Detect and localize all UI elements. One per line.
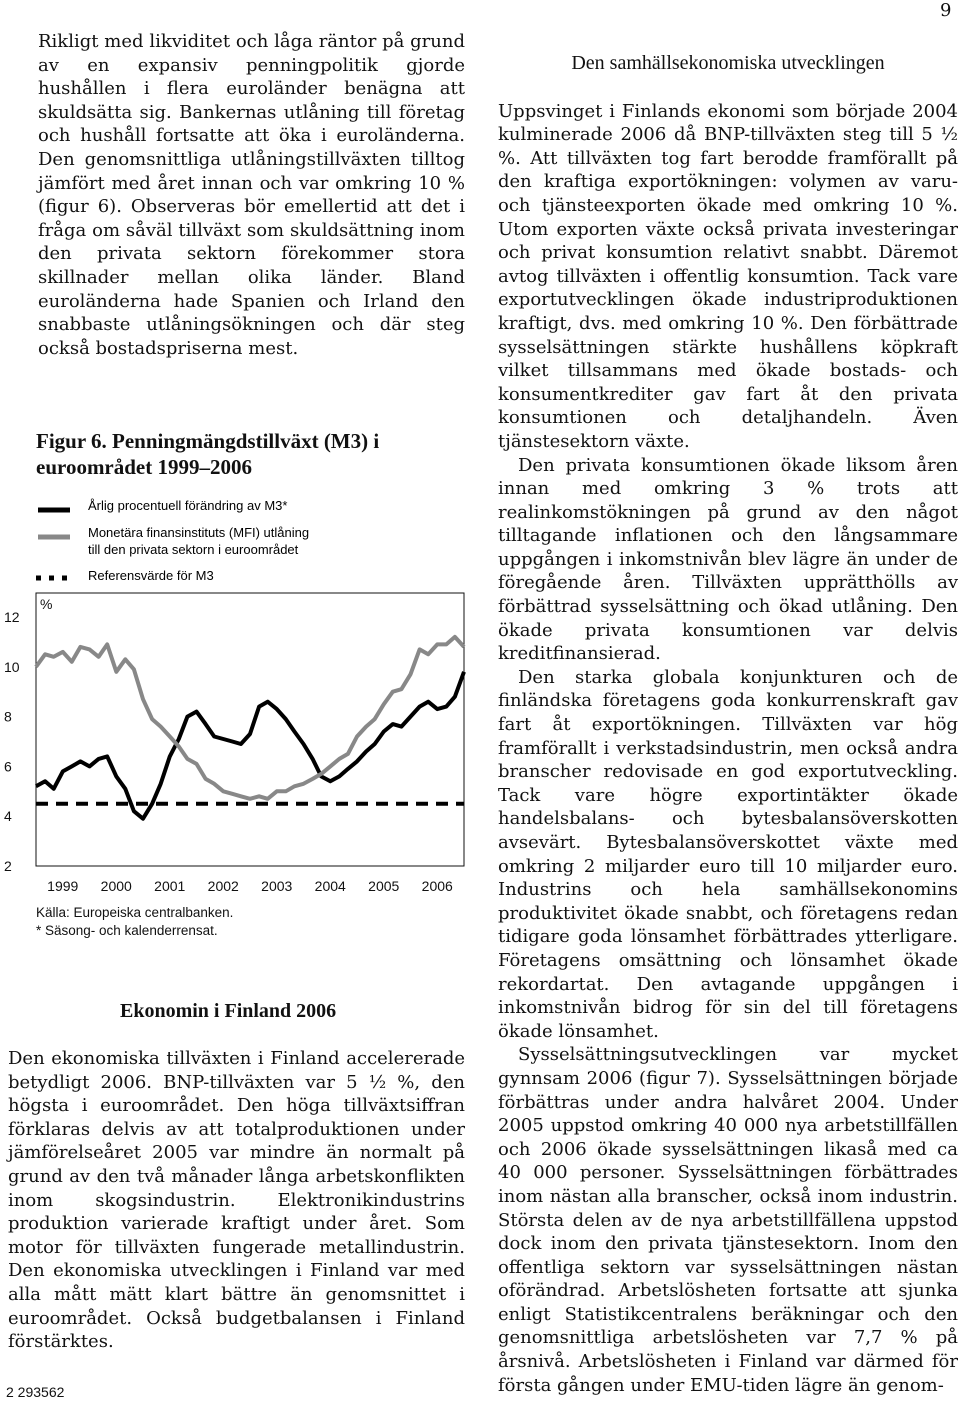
x-tick-label: 2001 bbox=[154, 878, 186, 894]
left-column-finland bbox=[8, 1047, 465, 1354]
x-tick-label: 2006 bbox=[421, 878, 453, 894]
right-heading: Den samhällsekonomiska utvecklingen bbox=[571, 52, 885, 74]
x-tick-label: 2003 bbox=[261, 878, 293, 894]
figure-title: Figur 6. Penningmängdstillväxt (M3) i euroområdet 1999–2006 bbox=[36, 429, 380, 479]
y-tick-label: 10 bbox=[4, 658, 20, 675]
y-tick-label: 12 bbox=[4, 609, 20, 625]
note-line: * Säsong- och kalenderrensat. bbox=[36, 923, 218, 938]
right-column bbox=[498, 52, 958, 1397]
x-axis bbox=[47, 878, 453, 894]
right-paragraph-4: Sysselsättningsutvecklingen var mycket gynnsam 2006 (figur 7). Sysselsättningen började förbättras under andra halvåret 2004. Under 2005 uppstod omkring 40 000 nya arbetstillfällen och 2006 ökade sysselsättningen likaså med ca 40 000 personer. Sysselsättningen förbättrades inom nästan alla branscher, också inom industrin. Största delen av de nya arbetstillfällena uppstod dock inom den privata tjänstesektorn. Inom den offentliga sektorn var sysselsättningen nästan oförändrad. Arbetslösheten fortsatte att sjunka enligt Statistikcentralens beräkningar och den genomsnittliga arbetslösheten var 7,7 % på årsnivå. Arbetslösheten i Finland var därmed för första gången under EMU-tiden lägre än genom- bbox=[498, 1044, 958, 1396]
series-mfi-line bbox=[36, 637, 464, 799]
series-m3-line bbox=[36, 672, 464, 819]
legend-label-mfi-2: till den privata sektorn i euroområdet bbox=[88, 542, 299, 557]
right-paragraph-2: Den privata konsumtionen ökade liksom åren innan med omkring 3 % trots att realinkomstökningen på grund av den något tilltagande inflationen och den långsammare uppgången i inkomstnivån blev lägre än under de föregående åren. Tillväxten upprätthölls av förbättrad sysselsättning och ökad utlåning. Den ökade privata konsumtionen var delvis kreditfinansierad. bbox=[498, 454, 958, 665]
figure-source bbox=[36, 904, 233, 940]
right-paragraph-1: Uppsvinget i Finlands ekonomi som började 2004 kulminerade 2006 då BNP-tillväxten steg till 5 ½ %. Att tillväxten tog fart berodde framförallt på den kraftiga exportökningen: volymen av varu- och tjänsteexporten ökade med omkring 10 %. Utom exporten växte också privata investeringar och privat konsumtion relativt snabbt. Däremot avtog tillväxten i offentlig konsumtion. Tack vare exportutvecklingen ökade industriproduktionen kraftigt, dvs. med omkring 10 %. Den förbättrade sysselsättningen stärkte hushållens köpkraft vilket tillsammans med ökade bostads- och konsumentkrediter gav fart åt den privata konsumtionen och detaljhandeln. Även tjänstesektorn växte. bbox=[498, 100, 958, 452]
right-paragraph-3: Den starka globala konjunkturen och de finländska företagens goda konkurrenskraft gav fart åt exportökningen. Tillväxten var hög framförallt i verkstadsindustrin, men också andra branscher redovisade en god exportutveckling. Tack vare högre exportintäkter ökade handelsbalans- och bytesbalansöverskotten avsevärt. Bytesbalansöverskottet växte med omkring 2 miljarder euro till 10 miljarder euro. Industrins och hela samhällsekonomins produktivitet ökade snabbt, och företagens redan tidigare goda lönsamhet förbättrades ytterligare. Företagens omsättning och lönsamhet ökade rekordartat. Den avtagande uppgången i inkomstnivån bidrog för sin del till företagens ökade lönsamhet. bbox=[498, 666, 958, 1042]
footer: 2 293562 bbox=[6, 1384, 65, 1400]
y-tick-label: 8 bbox=[4, 708, 12, 725]
y-axis bbox=[4, 609, 20, 874]
x-tick-label: 2002 bbox=[207, 878, 239, 894]
source-line: Källa: Europeiska centralbanken. bbox=[36, 905, 234, 920]
x-tick-label: 1999 bbox=[47, 878, 79, 894]
legend-label-ref: Referensvärde för M3 bbox=[88, 568, 214, 583]
y-tick-label: 4 bbox=[4, 808, 12, 825]
finland-paragraph: Den ekonomiska tillväxten i Finland accelererade betydligt 2006. BNP-tillväxten var 5 ½ %, den högsta i euroområdet. Den höga tillväxtsiffran förklaras delvis av att totalproduktionen under jämförelseåret 2005 var mindre än normalt på grund av den två månader långa arbetskonflikten inom skogsindustrin. Elektronikindustrins produktion varierade kraftigt under året. Som motor för tillväxten fungerade metallindustrin. Den ekonomiska utvecklingen i Finland var med alla mått mätt klart bättre än genomsnittet i euroområdet. Också budgetbalansen i Finland förstärktes. bbox=[8, 1048, 465, 1353]
y-tick-label: 6 bbox=[4, 758, 12, 775]
y-tick-label: 2 bbox=[4, 858, 12, 874]
section-heading-finland: Ekonomin i Finland 2006 bbox=[120, 1000, 337, 1022]
series-group bbox=[36, 637, 464, 819]
x-tick-label: 2004 bbox=[314, 878, 346, 894]
legend-label-m3: Årlig procentuell förändring av M3* bbox=[88, 498, 288, 513]
intro-paragraph: Rikligt med likviditet och låga räntor på grund av en expansiv penningpolitik gjorde hushållen i flera euroländer benägna att skuldsätta sig. Bankernas utlåning till företag och hushåll fortsatte att öka i euroländerna. Den genomsnittliga utlåningstillväxten tilltog jämfört med året innan och var omkring 10 % (figur 6). Observeras bör emellertid att det i fråga om såväl tillväxt som skuldsättning inom den privata sektorn förekommer stora skillnader mellan olika länder. Bland euroländerna hade Spanien och Irland den snabbaste utlåningsökningen och där steg också bostadspriserna mest. bbox=[38, 31, 465, 359]
x-tick-label: 2005 bbox=[368, 878, 400, 894]
m3-growth-chart bbox=[0, 495, 470, 900]
page-number: 9 bbox=[940, 0, 952, 21]
legend-label-mfi-1: Monetära finansinstituts (MFI) utlåning bbox=[88, 525, 310, 540]
y-axis-unit: % bbox=[40, 596, 53, 612]
x-tick-label: 2000 bbox=[100, 878, 132, 894]
left-column-intro bbox=[38, 30, 465, 360]
